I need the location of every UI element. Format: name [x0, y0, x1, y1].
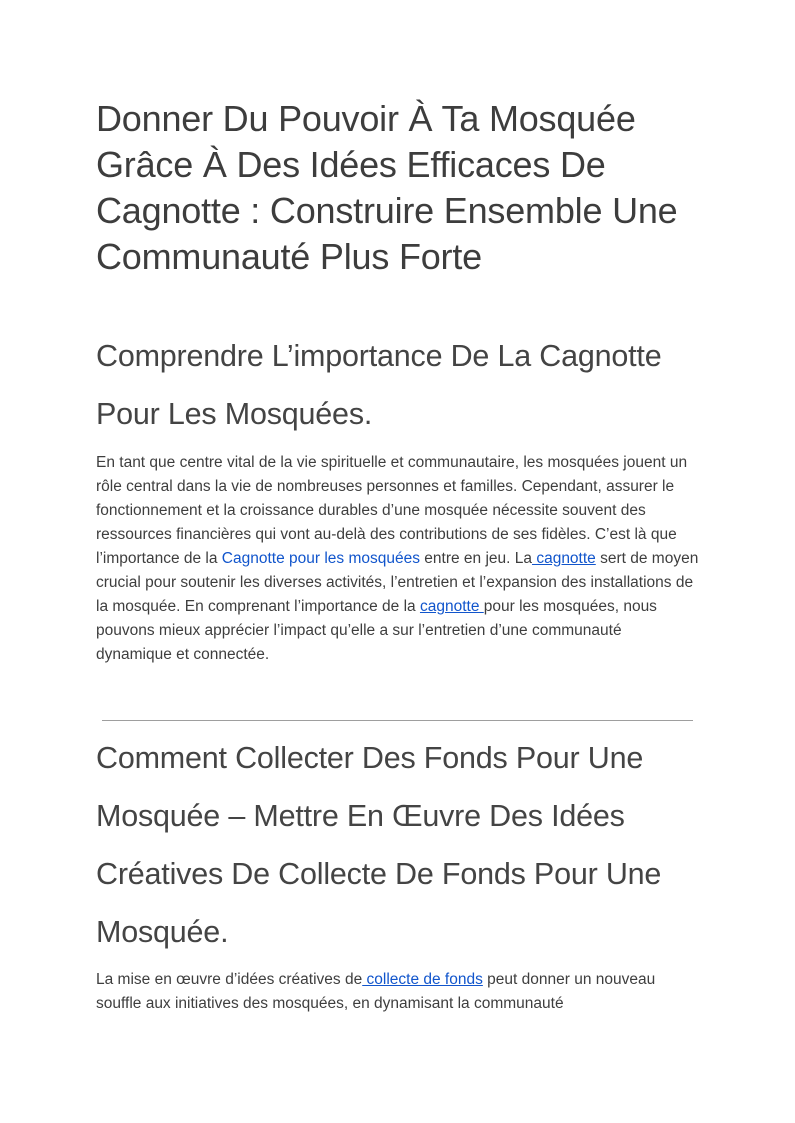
paragraph-text: peut donner un nouveau souffle aux initiatives des mosquées, en dynamisant la communauté: [96, 971, 656, 1012]
paragraph-text: En tant que centre vital de la vie spirituelle et communautaire, les mosquées jouent un rôle central dans la vie de nombreuses personnes et familles. Cependant, assurer le fonctionnement et la croissance durables d’une mosquée nécessite souvent des ressources financières qui vont au-delà des contributions de ses fidèles. C’est là que l’importance de la: [96, 454, 688, 567]
paragraph-text: sert de moyen crucial pour soutenir les diverses activités, l’entretien et l’expansion des installations de la mosquée. En comprenant l’importance de la: [96, 550, 699, 615]
section-heading-collecte: Comment Collecter Des Fonds Pour Une Mosquée – Mettre En Œuvre Des Idées Créatives De Collecte De Fonds Pour Une Mosquée.: [96, 741, 662, 949]
section-paragraph-collecte: [96, 968, 701, 1016]
section-heading-importance: Comprendre L’importance De La Cagnotte Pour Les Mosquées.: [96, 339, 662, 431]
paragraph-text: pour les mosquées, nous pouvons mieux apprécier l’impact qu’elle a sur l’entretien d’une communauté dynamique et connectée.: [96, 598, 657, 663]
paragraph-text: entre en jeu. La: [419, 550, 533, 567]
link-cagnotte[interactable]: cagnotte: [532, 550, 596, 567]
link-cagnotte-mosquees[interactable]: Cagnotte pour les mosquées: [221, 550, 420, 567]
link-collecte-de-fonds[interactable]: collecte de fonds: [362, 971, 483, 988]
paragraph-text: La mise en œuvre d’idées créatives de: [96, 971, 363, 988]
page-title: Donner Du Pouvoir À Ta Mosquée Grâce À Des Idées Efficaces De Cagnotte : Construire Ensemble Une Communauté Plus Forte: [96, 98, 678, 277]
link-cagnotte-2[interactable]: cagnotte: [419, 598, 484, 615]
section-paragraph-importance: [96, 451, 701, 667]
section-divider: [102, 720, 693, 721]
